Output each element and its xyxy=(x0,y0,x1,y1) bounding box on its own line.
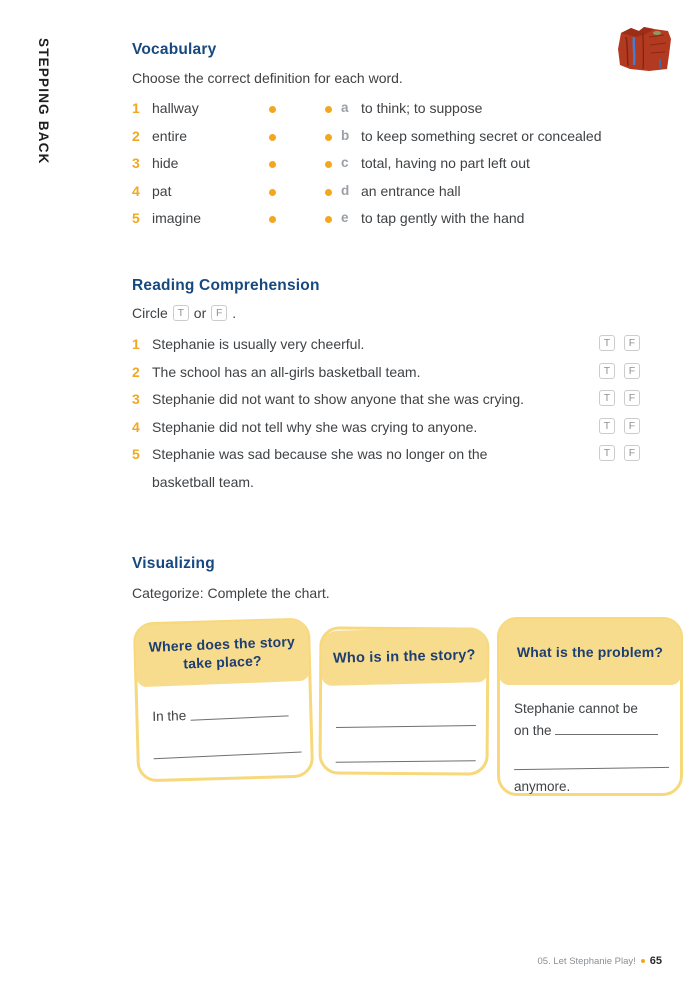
question-row xyxy=(132,386,640,414)
answer-blank[interactable] xyxy=(336,712,476,728)
vocab-word: hide xyxy=(152,155,179,171)
chart-box-problem-header: What is the problem? xyxy=(499,619,681,685)
question-text: Stephanie is usually very cheerful. xyxy=(152,336,365,352)
chart-box-setting-header: Where does the story take place? xyxy=(135,619,310,688)
instruction-period: . xyxy=(232,305,237,321)
vocab-word: pat xyxy=(152,182,172,199)
match-dot-right[interactable] xyxy=(325,134,332,141)
vocab-row xyxy=(132,96,652,124)
tf-answer-pair xyxy=(599,414,640,434)
vocab-word: hallway xyxy=(152,100,199,116)
chart-box-problem-body xyxy=(500,684,680,798)
definition-letter: d xyxy=(341,182,350,198)
match-dot-right[interactable] xyxy=(325,161,332,168)
vocab-word: imagine xyxy=(152,210,202,226)
page-number: 65 xyxy=(649,955,662,967)
false-checkbox[interactable]: F xyxy=(624,363,640,379)
reading-instruction xyxy=(132,305,236,321)
chart-box-characters xyxy=(318,626,489,775)
vocab-row xyxy=(132,179,652,207)
answer-text: anymore. xyxy=(514,779,571,794)
question-number: 4 xyxy=(132,418,140,435)
question-row xyxy=(132,331,640,359)
definition-text: to keep something secret or concealed xyxy=(361,127,602,144)
definition-text: an entrance hall xyxy=(361,182,461,199)
vocabulary-matching-list xyxy=(132,96,652,234)
false-checkbox[interactable]: F xyxy=(624,335,640,351)
footer-dot-icon xyxy=(641,959,645,963)
answer-prefix: on the xyxy=(514,723,552,738)
match-dot-right[interactable] xyxy=(325,216,332,223)
vocab-number: 5 xyxy=(132,210,140,226)
page-footer xyxy=(538,955,663,967)
red-jacket-image xyxy=(616,25,676,74)
chart-box-characters-header: Who is in the story? xyxy=(321,627,488,686)
vocabulary-instruction: Choose the correct definition for each word. xyxy=(132,70,403,86)
vocab-number: 4 xyxy=(132,182,140,199)
question-row xyxy=(132,441,640,496)
definition-text: total, having no part left out xyxy=(361,155,530,171)
instruction-word: Circle xyxy=(132,305,168,321)
tf-answer-pair xyxy=(599,441,640,461)
true-checkbox[interactable]: T xyxy=(599,390,615,406)
answer-blank[interactable] xyxy=(190,702,289,720)
question-text: Stephanie did not want to show anyone that she was crying. xyxy=(152,391,525,407)
true-checkbox[interactable]: T xyxy=(599,335,615,351)
answer-blank[interactable] xyxy=(336,747,476,762)
true-checkbox[interactable]: T xyxy=(599,363,615,379)
question-row xyxy=(132,414,640,442)
question-number: 1 xyxy=(132,336,140,352)
answer-blank[interactable] xyxy=(514,754,669,770)
chart-box-setting xyxy=(133,618,314,783)
match-dot-right[interactable] xyxy=(325,189,332,196)
instruction-word: or xyxy=(193,305,207,321)
false-checkbox[interactable]: F xyxy=(624,390,640,406)
reading-title: Reading Comprehension xyxy=(132,277,320,294)
definition-letter: b xyxy=(341,127,350,143)
vocab-word: entire xyxy=(152,127,188,144)
question-text: Stephanie did not tell why she was crying to anyone. xyxy=(152,418,478,435)
unit-side-label: STEPPING BACK xyxy=(36,38,51,165)
answer-prefix: In the xyxy=(152,708,187,724)
chart-box-setting-body xyxy=(138,681,311,762)
question-row xyxy=(132,359,640,387)
question-number: 2 xyxy=(132,363,140,380)
definition-text: to think; to suppose xyxy=(361,100,483,116)
question-number: 5 xyxy=(132,446,140,462)
match-dot-right[interactable] xyxy=(325,106,332,113)
vocab-number: 2 xyxy=(132,127,140,144)
chart-box-characters-body xyxy=(322,682,487,765)
match-dot-left[interactable] xyxy=(269,189,276,196)
question-text: The school has an all-girls basketball team. xyxy=(152,363,421,380)
answer-blank[interactable] xyxy=(555,721,658,735)
true-box-sample: T xyxy=(173,305,189,321)
match-dot-left[interactable] xyxy=(269,216,276,223)
true-checkbox[interactable]: T xyxy=(599,418,615,434)
question-number: 3 xyxy=(132,391,140,407)
question-text: Stephanie was sad because she was no longer on the basketball team. xyxy=(152,446,488,490)
answer-blank[interactable] xyxy=(153,739,301,760)
vocab-row xyxy=(132,124,652,152)
reading-question-list xyxy=(132,331,640,496)
vocab-row xyxy=(132,151,652,179)
visualizing-title: Visualizing xyxy=(132,555,215,572)
false-checkbox[interactable]: F xyxy=(624,445,640,461)
visualizing-instruction: Categorize: Complete the chart. xyxy=(132,585,330,601)
definition-letter: c xyxy=(341,155,349,170)
tf-answer-pair xyxy=(599,359,640,379)
match-dot-left[interactable] xyxy=(269,161,276,168)
false-checkbox[interactable]: F xyxy=(624,418,640,434)
tf-answer-pair xyxy=(599,386,640,406)
answer-text: Stephanie cannot be xyxy=(514,701,638,716)
definition-letter: a xyxy=(341,100,349,115)
chapter-title: 05. Let Stephanie Play! xyxy=(537,955,636,967)
vocab-number: 1 xyxy=(132,100,140,116)
definition-text: to tap gently with the hand xyxy=(361,210,525,226)
chart-box-problem xyxy=(497,617,683,796)
definition-letter: e xyxy=(341,210,349,225)
vocab-row xyxy=(132,206,652,234)
true-checkbox[interactable]: T xyxy=(599,445,615,461)
false-box-sample: F xyxy=(211,305,227,321)
match-dot-left[interactable] xyxy=(269,134,276,141)
match-dot-left[interactable] xyxy=(269,106,276,113)
tf-answer-pair xyxy=(599,331,640,351)
vocab-number: 3 xyxy=(132,155,140,171)
vocabulary-title: Vocabulary xyxy=(132,41,217,58)
